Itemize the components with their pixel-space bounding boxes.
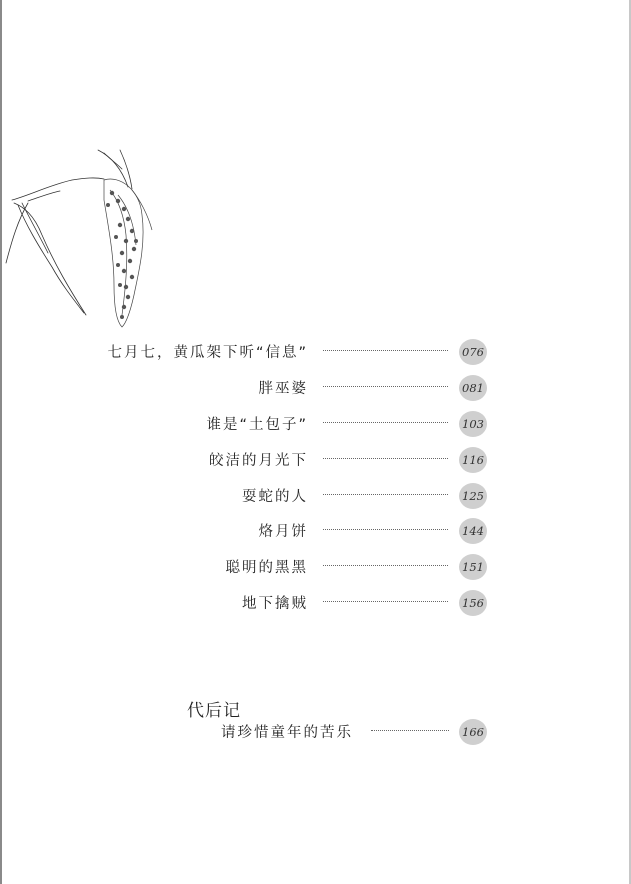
page-number-badge: 125 — [459, 483, 487, 509]
page-edge-left — [0, 0, 2, 884]
toc-entry-title: 聪明的黑黑 — [225, 560, 308, 576]
toc-entry-title: 谁是“土包子” — [206, 417, 308, 433]
page-number-badge: 116 — [459, 447, 487, 473]
toc-entry[interactable] — [0, 447, 631, 473]
toc-leader-dots — [323, 422, 448, 423]
afterword-heading: 代后记 — [187, 701, 241, 721]
toc-entry-title: 耍蛇的人 — [242, 489, 308, 505]
toc-entry[interactable] — [0, 375, 631, 401]
page-number-badge: 156 — [459, 590, 487, 616]
millet-plant-illustration — [0, 145, 170, 330]
toc-leader-dots — [323, 386, 448, 387]
toc-entry-title: 胖巫婆 — [258, 381, 308, 397]
toc-entry[interactable] — [0, 518, 631, 544]
page-number-badge: 081 — [459, 375, 487, 401]
page-number-badge: 166 — [459, 719, 487, 745]
toc-leader-dots — [323, 458, 448, 459]
toc-leader-dots — [323, 494, 448, 495]
afterword-entry[interactable] — [0, 719, 631, 745]
page-number-badge: 103 — [459, 411, 487, 437]
page-number-badge: 076 — [459, 339, 487, 365]
toc-leader-dots — [323, 350, 448, 351]
toc-entry[interactable] — [0, 590, 631, 616]
toc-leader-dots — [371, 730, 449, 731]
toc-entry-title: 请珍惜童年的苦乐 — [221, 725, 353, 741]
toc-leader-dots — [323, 601, 448, 602]
toc-entry-title: 地下擒贼 — [242, 596, 308, 612]
toc-leader-dots — [323, 529, 448, 530]
toc-leader-dots — [323, 565, 448, 566]
page-number-badge: 144 — [459, 518, 487, 544]
toc-entry[interactable] — [0, 483, 631, 509]
toc-entry-title: 烙月饼 — [258, 524, 308, 540]
toc-entry[interactable] — [0, 554, 631, 580]
page-number-badge: 151 — [459, 554, 487, 580]
toc-entry[interactable] — [0, 411, 631, 437]
toc-entry-title: 皎洁的月光下 — [209, 453, 308, 469]
toc-entry-title: 七月七，黄瓜架下听“信息” — [107, 345, 308, 361]
toc-entry[interactable] — [0, 339, 631, 365]
